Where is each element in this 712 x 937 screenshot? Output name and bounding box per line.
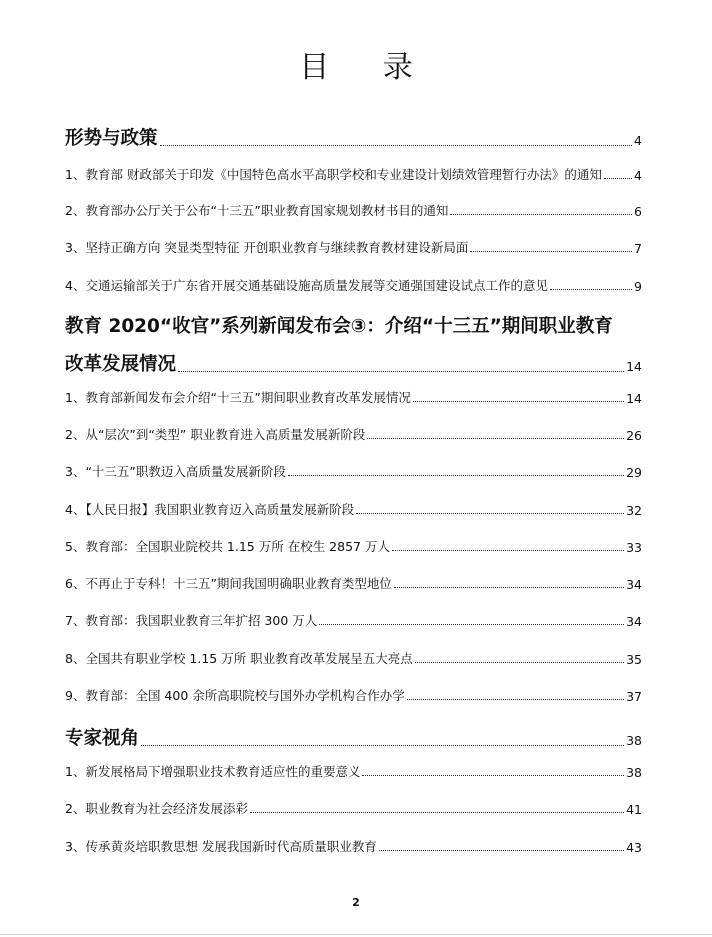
toc-entry[interactable]: [65, 799, 642, 817]
dot-leader: [470, 251, 632, 252]
toc-entry[interactable]: [65, 762, 642, 780]
dot-leader: [288, 475, 624, 476]
section-heading-text: 专家视角: [65, 728, 140, 749]
toc-entry-page: 6: [634, 204, 642, 219]
dot-leader: [356, 513, 624, 514]
toc-entry-page: 35: [626, 652, 642, 667]
toc-entry[interactable]: [65, 611, 642, 629]
dot-leader: [550, 289, 632, 290]
section-heading-page: 4: [634, 133, 642, 148]
dot-leader: [407, 699, 624, 700]
toc-entry-page: 4: [634, 168, 642, 183]
toc-entry-text: 4、交通运输部关于广东省开展交通基础设施高质量发展等交通强国建设试点工作的意见: [65, 278, 548, 293]
toc-entry-text: 9、教育部：全国 400 余所高职院校与国外办学机构合作办学: [65, 688, 405, 703]
dot-leader: [250, 812, 624, 813]
toc-entry-page: 33: [626, 540, 642, 555]
toc-entry-text: 1、教育部 财政部关于印发《中国特色高水平高职学校和专业建设计划绩效管理暂行办法》的通知: [65, 167, 602, 182]
dot-leader: [379, 850, 624, 851]
toc-entry-text: 3、坚持正确方向 突显类型特征 开创职业教育与继续教育教材建设新局面: [65, 240, 469, 255]
toc-entry-text: 2、职业教育为社会经济发展添彩: [65, 801, 248, 816]
dot-leader: [604, 178, 632, 179]
dot-leader: [413, 401, 624, 402]
toc-entry[interactable]: [65, 574, 642, 592]
toc-entry[interactable]: [65, 201, 642, 219]
toc-entry-page: 9: [634, 279, 642, 294]
toc-entry-page: 14: [626, 391, 642, 406]
toc-entry[interactable]: [65, 500, 642, 518]
dot-leader: [394, 587, 624, 588]
toc-entry-page: 32: [626, 503, 642, 518]
toc-entry[interactable]: [65, 686, 642, 704]
dot-leader: [141, 745, 624, 746]
toc-entry-text: 1、教育部新闻发布会介绍“十三五”期间职业教育改革发展情况: [65, 390, 411, 405]
toc-entry[interactable]: [65, 276, 642, 294]
toc-entry-text: 7、教育部：我国职业教育三年扩招 300 万人: [65, 613, 318, 628]
toc-entry-text: 1、新发展格局下增强职业技术教育适应性的重要意义: [65, 764, 361, 779]
toc-entry-page: 34: [626, 577, 642, 592]
toc-entry-page: 29: [626, 465, 642, 480]
section-heading[interactable]: [65, 124, 642, 150]
dot-leader: [362, 775, 624, 776]
page-bottom-edge: [0, 934, 712, 935]
toc-entry-text: 3、“十三五”职教迈入高质量发展新阶段: [65, 464, 286, 479]
toc-entry-text: 8、全国共有职业学校 1.15 万所 职业教育改革发展呈五大亮点: [65, 651, 413, 666]
toc-entry[interactable]: [65, 649, 642, 667]
toc-entry[interactable]: [65, 165, 642, 183]
section-heading-page: 38: [626, 733, 642, 748]
toc-entry-page: 34: [626, 614, 642, 629]
toc-entry-text: 3、传承黄炎培职教思想 发展我国新时代高质量职业教育: [65, 839, 377, 854]
toc-entry-text: 5、教育部：全国职业院校共 1.15 万所 在校生 2857 万人: [65, 539, 390, 554]
dot-leader: [178, 371, 624, 372]
toc-entry-text: 4、【人民日报】我国职业教育迈入高质量发展新阶段: [65, 502, 355, 517]
section-heading-page: 14: [626, 359, 642, 374]
toc-entry-page: 41: [626, 802, 642, 817]
page-number: 2: [352, 896, 360, 909]
section-heading[interactable]: [65, 350, 642, 376]
dot-leader: [392, 550, 624, 551]
dot-leader: [367, 438, 624, 439]
toc-entry[interactable]: [65, 537, 642, 555]
section-heading-line[interactable]: 教育 2020“收官”系列新闻发布会③：介绍“十三五”期间职业教育: [65, 316, 613, 337]
dot-leader: [450, 214, 632, 215]
toc-entry-text: 2、教育部办公厅关于公布“十三五”职业教育国家规划教材书目的通知: [65, 203, 449, 218]
toc-entry-text: 6、不再止于专科！十三五”期间我国明确职业教育类型地位: [65, 576, 392, 591]
toc-entry-page: 38: [626, 765, 642, 780]
toc-title: 目 录: [299, 50, 435, 85]
toc-entry-page: 43: [626, 840, 642, 855]
toc-entry-page: 7: [634, 241, 642, 256]
dot-leader: [415, 662, 624, 663]
toc-entry[interactable]: [65, 425, 642, 443]
toc-entry[interactable]: [65, 238, 642, 256]
toc-entry-page: 37: [626, 689, 642, 704]
toc-entry[interactable]: [65, 388, 642, 406]
section-heading[interactable]: [65, 724, 642, 750]
dot-leader: [319, 624, 624, 625]
toc-entry-page: 26: [626, 428, 642, 443]
section-heading-text: 形势与政策: [65, 128, 158, 149]
toc-entry[interactable]: [65, 837, 642, 855]
section-heading-text: 改革发展情况: [65, 354, 177, 375]
toc-entry-text: 2、从“层次”到“类型” 职业教育进入高质量发展新阶段: [65, 427, 366, 442]
dot-leader: [160, 145, 633, 146]
toc-entry[interactable]: [65, 462, 642, 480]
